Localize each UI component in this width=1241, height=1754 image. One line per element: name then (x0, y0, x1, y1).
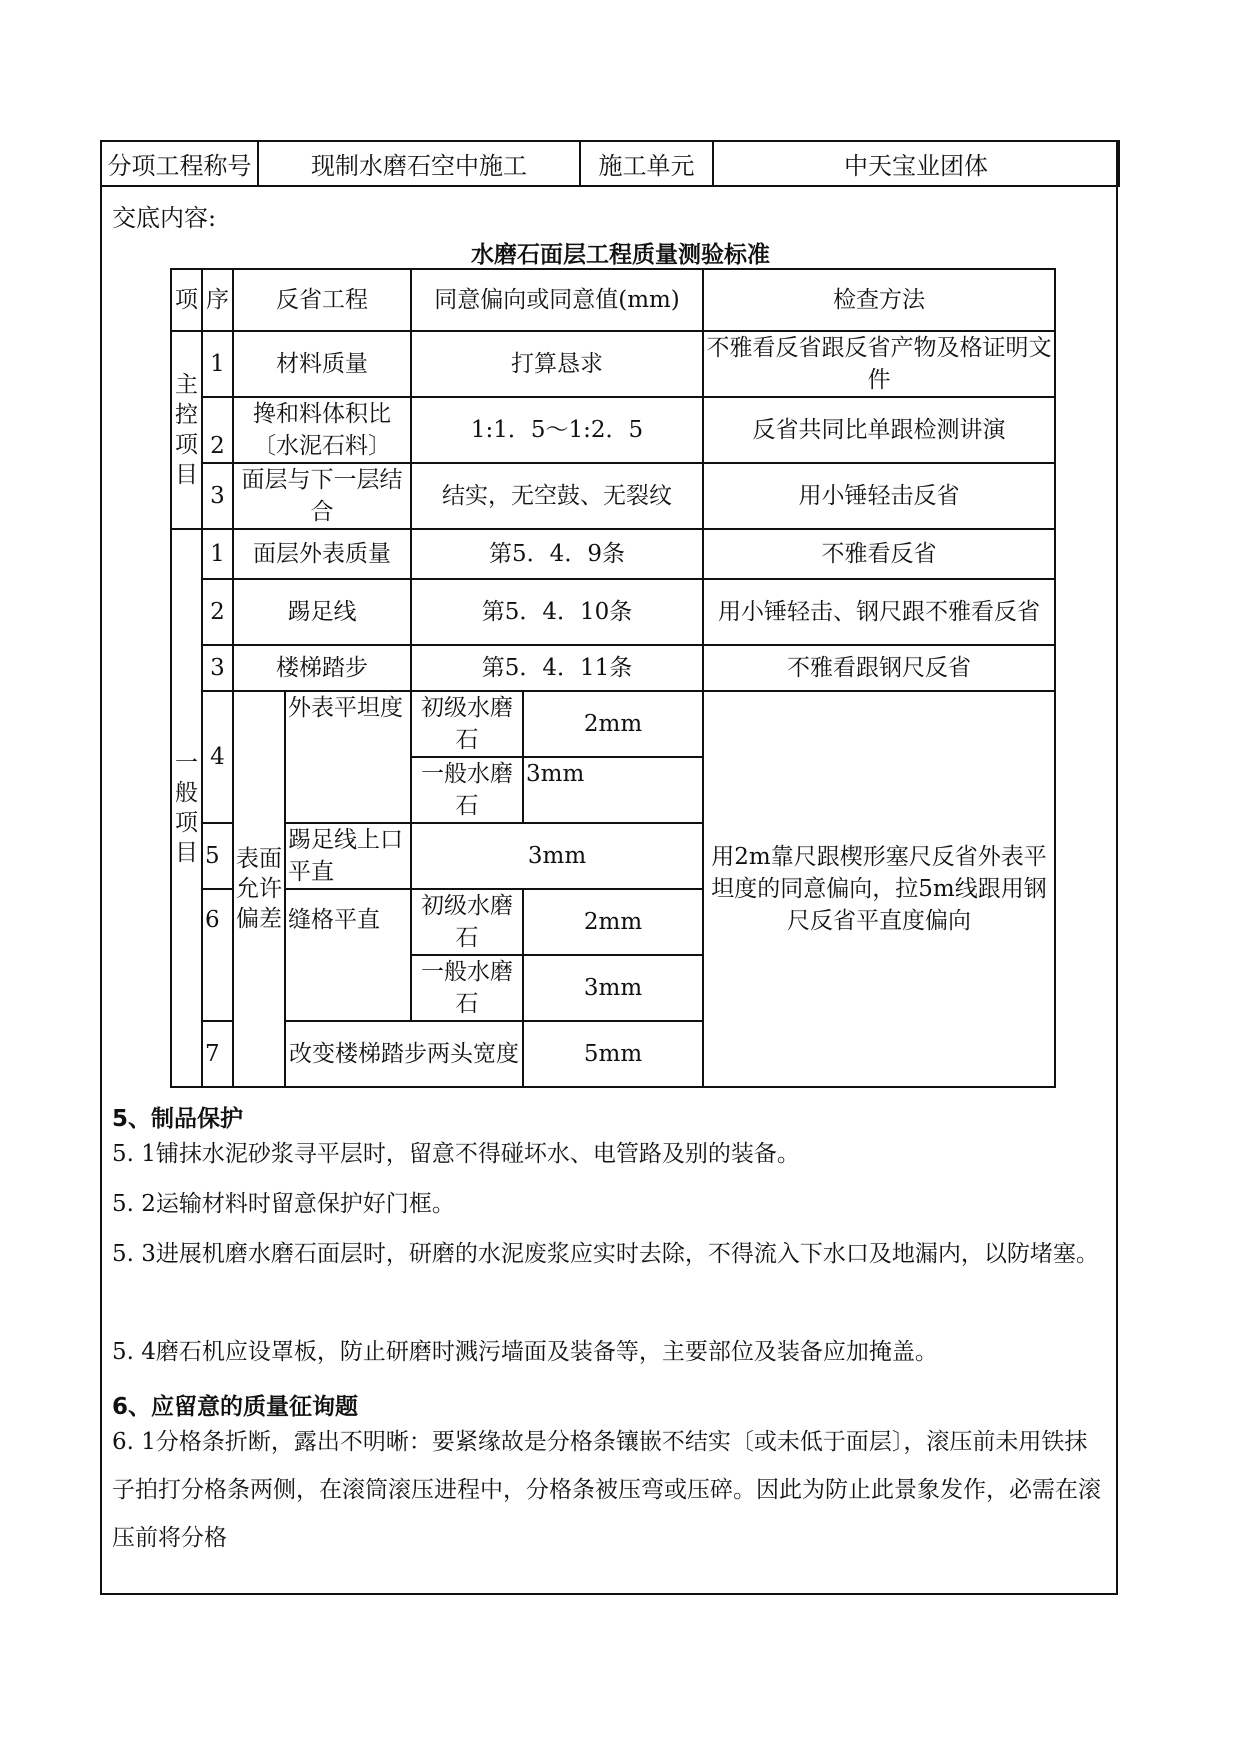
row-seq: 1 (202, 331, 233, 397)
row-seq: 2 (202, 397, 233, 463)
standard-title: 水磨石面层工程质量测验标准 (471, 242, 770, 268)
row-seq: 2 (202, 579, 233, 645)
section5-p1: 5. 1铺抹水泥砂浆寻平层时，留意不得碰坏水、电管路及别的装备。 (112, 1141, 800, 1167)
col-method: 检查方法 (703, 269, 1055, 331)
project-name-value: 现制水磨石空中施工 (258, 141, 580, 186)
table-row (171, 463, 1055, 529)
section5-p3: 5. 3进展机磨水磨石面层时，研磨的水泥废浆应实时去除，不得流入下水口及地漏内，以防堵塞。 (112, 1241, 1099, 1267)
row-project: 面层外表质量 (233, 529, 411, 579)
section5-heading: 5、制品保护 (112, 1106, 244, 1132)
row-project: 踢足线 (233, 579, 411, 645)
row-seq: 3 (202, 463, 233, 529)
table-row (171, 579, 1055, 645)
section5-p4: 5. 4磨石机应设罩板，防止研磨时溅污墙面及装备等，主要部位及装备应加掩盖。 (112, 1339, 938, 1365)
row-allow: 第5．4．9条 (411, 529, 703, 579)
section6-heading: 6、应留意的质量征询题 (112, 1394, 359, 1420)
row-allow: 打算恳求 (411, 331, 703, 397)
general-group-label: 一般项目 (171, 529, 202, 1087)
row-allow: 5mm (523, 1021, 703, 1087)
section6-p1: 6. 1分格条折断，露出不明晰：要紧缘故是分格条镶嵌不结实〔或未低于面层〕，滚压前未用铁抹子拍打分格条两侧，在滚筒滚压进程中，分格条被压弯或压碎。因此为防止此景象发作，必需在滚压前将分格 (112, 1429, 1101, 1551)
row-method: 不雅看反省 (703, 529, 1055, 579)
row-seq: 4 (202, 691, 233, 823)
surface-method: 用2m靠尺跟楔形塞尺反省外表平坦度的同意偏向，拉5m线跟用钢尺反省平直度偏向 (703, 691, 1055, 1087)
col-allow: 同意偏向或同意值(mm) (411, 269, 703, 331)
row-project: 踢足线上口平直 (285, 823, 411, 889)
row-allow: 2mm (523, 691, 703, 757)
row-project: 改变楼梯踏步两头宽度 (285, 1021, 523, 1087)
intro-label: 交底内容: (112, 204, 217, 232)
row-grade: 初级水磨石 (411, 691, 523, 757)
unit-label: 施工单元 (580, 141, 713, 186)
project-name-label: 分项工程称号 (101, 141, 258, 186)
row-grade: 一般水磨石 (411, 955, 523, 1021)
col-item: 项 (171, 269, 202, 331)
row-project: 面层与下一层结合 (233, 463, 411, 529)
header-table (100, 140, 1120, 187)
row-project: 缝格平直 (285, 889, 411, 1021)
table-row (171, 397, 1055, 463)
row-project: 材料质量 (233, 331, 411, 397)
surface-group-label: 表面允许偏差 (233, 691, 285, 1087)
row-seq: 7 (202, 1021, 233, 1087)
table-row (171, 691, 1055, 757)
row-method: 反省共同比单跟检测讲演 (703, 397, 1055, 463)
row-grade: 一般水磨石 (411, 757, 523, 823)
row-allow: 3mm (411, 823, 703, 889)
table-row (171, 645, 1055, 691)
row-allow: 3mm (523, 757, 703, 823)
row-project: 外表平坦度 (285, 691, 411, 823)
row-grade: 初级水磨石 (411, 889, 523, 955)
table-row (171, 331, 1055, 397)
row-method: 用小锤轻击反省 (703, 463, 1055, 529)
quality-standard-table (170, 268, 1056, 1088)
row-allow: 第5．4．10条 (411, 579, 703, 645)
row-seq: 5 (202, 823, 233, 889)
section5-p2: 5. 2运输材料时留意保护好门框。 (112, 1191, 455, 1217)
unit-value: 中天宝业团体 (713, 141, 1119, 186)
row-allow: 结实，无空鼓、无裂纹 (411, 463, 703, 529)
row-allow: 第5．4．11条 (411, 645, 703, 691)
row-method: 不雅看反省跟反省产物及格证明文件 (703, 331, 1055, 397)
row-seq: 1 (202, 529, 233, 579)
table-header-row (171, 269, 1055, 331)
row-project: 搀和料体积比〔水泥石料〕 (233, 397, 411, 463)
row-method: 不雅看跟钢尺反省 (703, 645, 1055, 691)
row-seq: 6 (202, 889, 233, 1021)
row-project: 楼梯踏步 (233, 645, 411, 691)
row-method: 用小锤轻击、钢尺跟不雅看反省 (703, 579, 1055, 645)
row-seq: 3 (202, 645, 233, 691)
row-allow: 2mm (523, 889, 703, 955)
col-project: 反省工程 (233, 269, 411, 331)
table-row (171, 529, 1055, 579)
main-group-label: 主控项目 (171, 331, 202, 529)
row-allow: 1:1．5～1:2．5 (411, 397, 703, 463)
row-allow: 3mm (523, 955, 703, 1021)
col-seq: 序 (202, 269, 233, 331)
